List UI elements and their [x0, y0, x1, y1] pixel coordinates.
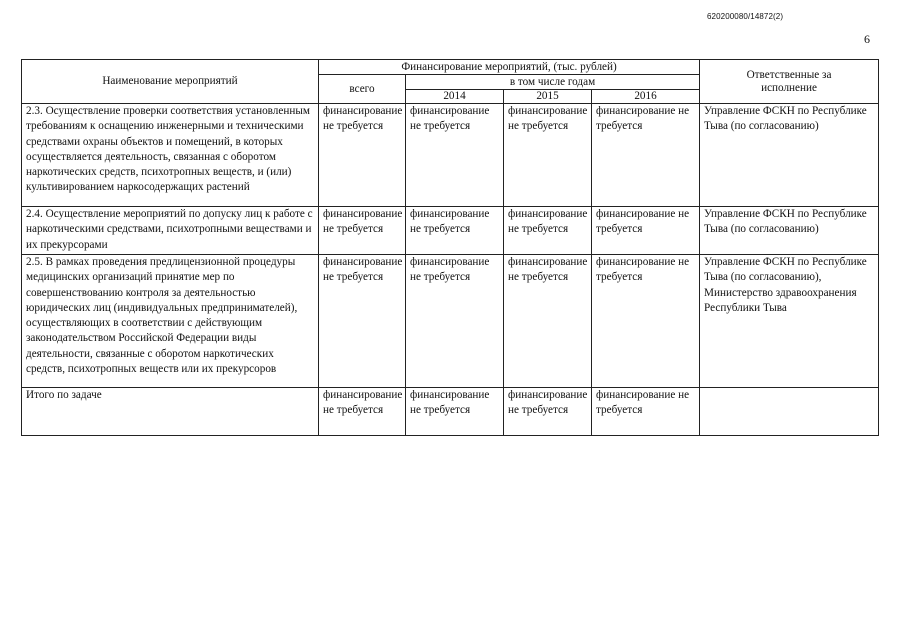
- column-header-total: всего: [319, 75, 406, 104]
- page-number: 6: [864, 32, 870, 46]
- row-2015: финансирование не требуется: [504, 104, 592, 207]
- column-header-responsible-label: Ответственные за исполнение: [746, 68, 832, 94]
- document-code: 620200080/14872(2): [707, 12, 784, 21]
- row-name: Итого по задаче: [22, 388, 319, 436]
- row-2015: финансирование не требуется: [504, 207, 592, 255]
- column-header-by-years: в том числе годам: [406, 75, 700, 90]
- table-row: [22, 104, 879, 207]
- row-2014: финансирование не требуется: [406, 388, 504, 436]
- row-responsible: [700, 388, 879, 436]
- row-responsible: Управление ФСКН по Республике Тыва (по согласованию), Министерство здравоохранения Республики Тыва: [700, 255, 879, 388]
- column-header-2014: 2014: [406, 90, 504, 104]
- row-total: финансирование не требуется: [319, 104, 406, 207]
- row-responsible: Управление ФСКН по Республике Тыва (по согласованию): [700, 207, 879, 255]
- column-header-2015: 2015: [504, 90, 592, 104]
- table-row-total: [22, 388, 879, 436]
- row-2014: финансирование не требуется: [406, 255, 504, 388]
- row-2015: финансирование не требуется: [504, 255, 592, 388]
- row-total: финансирование не требуется: [319, 255, 406, 388]
- row-2015: финансирование не требуется: [504, 388, 592, 436]
- table-row: [22, 255, 879, 388]
- row-2016: финансирование не требуется: [592, 255, 700, 388]
- row-2016: финансирование не требуется: [592, 104, 700, 207]
- row-2014: финансирование не требуется: [406, 207, 504, 255]
- header-row-1: [22, 60, 879, 75]
- row-2014: финансирование не требуется: [406, 104, 504, 207]
- column-header-funding: Финансирование мероприятий, (тыс. рублей): [319, 60, 700, 75]
- column-header-responsible: [700, 60, 879, 104]
- row-name: 2.3. Осуществление проверки соответствия установленным требованиям к оснащению инженерными и техническими средствами охраны объектов и помещений, в которых осуществляется деятельность, связанная с оборотом наркотических средств, психотропных веществ, и (или) культивированием наркосодержащих растений: [22, 104, 319, 207]
- funding-table: [21, 59, 879, 436]
- row-2016: финансирование не требуется: [592, 388, 700, 436]
- row-responsible: Управление ФСКН по Республике Тыва (по согласованию): [700, 104, 879, 207]
- row-total: финансирование не требуется: [319, 388, 406, 436]
- column-header-name: Наименование мероприятий: [22, 60, 319, 104]
- column-header-2016: 2016: [592, 90, 700, 104]
- row-name: 2.4. Осуществление мероприятий по допуску лиц к работе с наркотическими средствами, психотропными веществами и их прекурсорами: [22, 207, 319, 255]
- row-2016: финансирование не требуется: [592, 207, 700, 255]
- row-name: 2.5. В рамках проведения предлицензионной процедуры медицинских организаций принятие мер по совершенствованию контроля за деятельностью юридических лиц (индивидуальных предпринимателей), осуществляющих в соответствии с действующим законодательством Российской Федерации виды деятельности, связанные с оборотом наркотических средств, психотропных веществ или их прекурсоров: [22, 255, 319, 388]
- table-row: [22, 207, 879, 255]
- row-total: финансирование не требуется: [319, 207, 406, 255]
